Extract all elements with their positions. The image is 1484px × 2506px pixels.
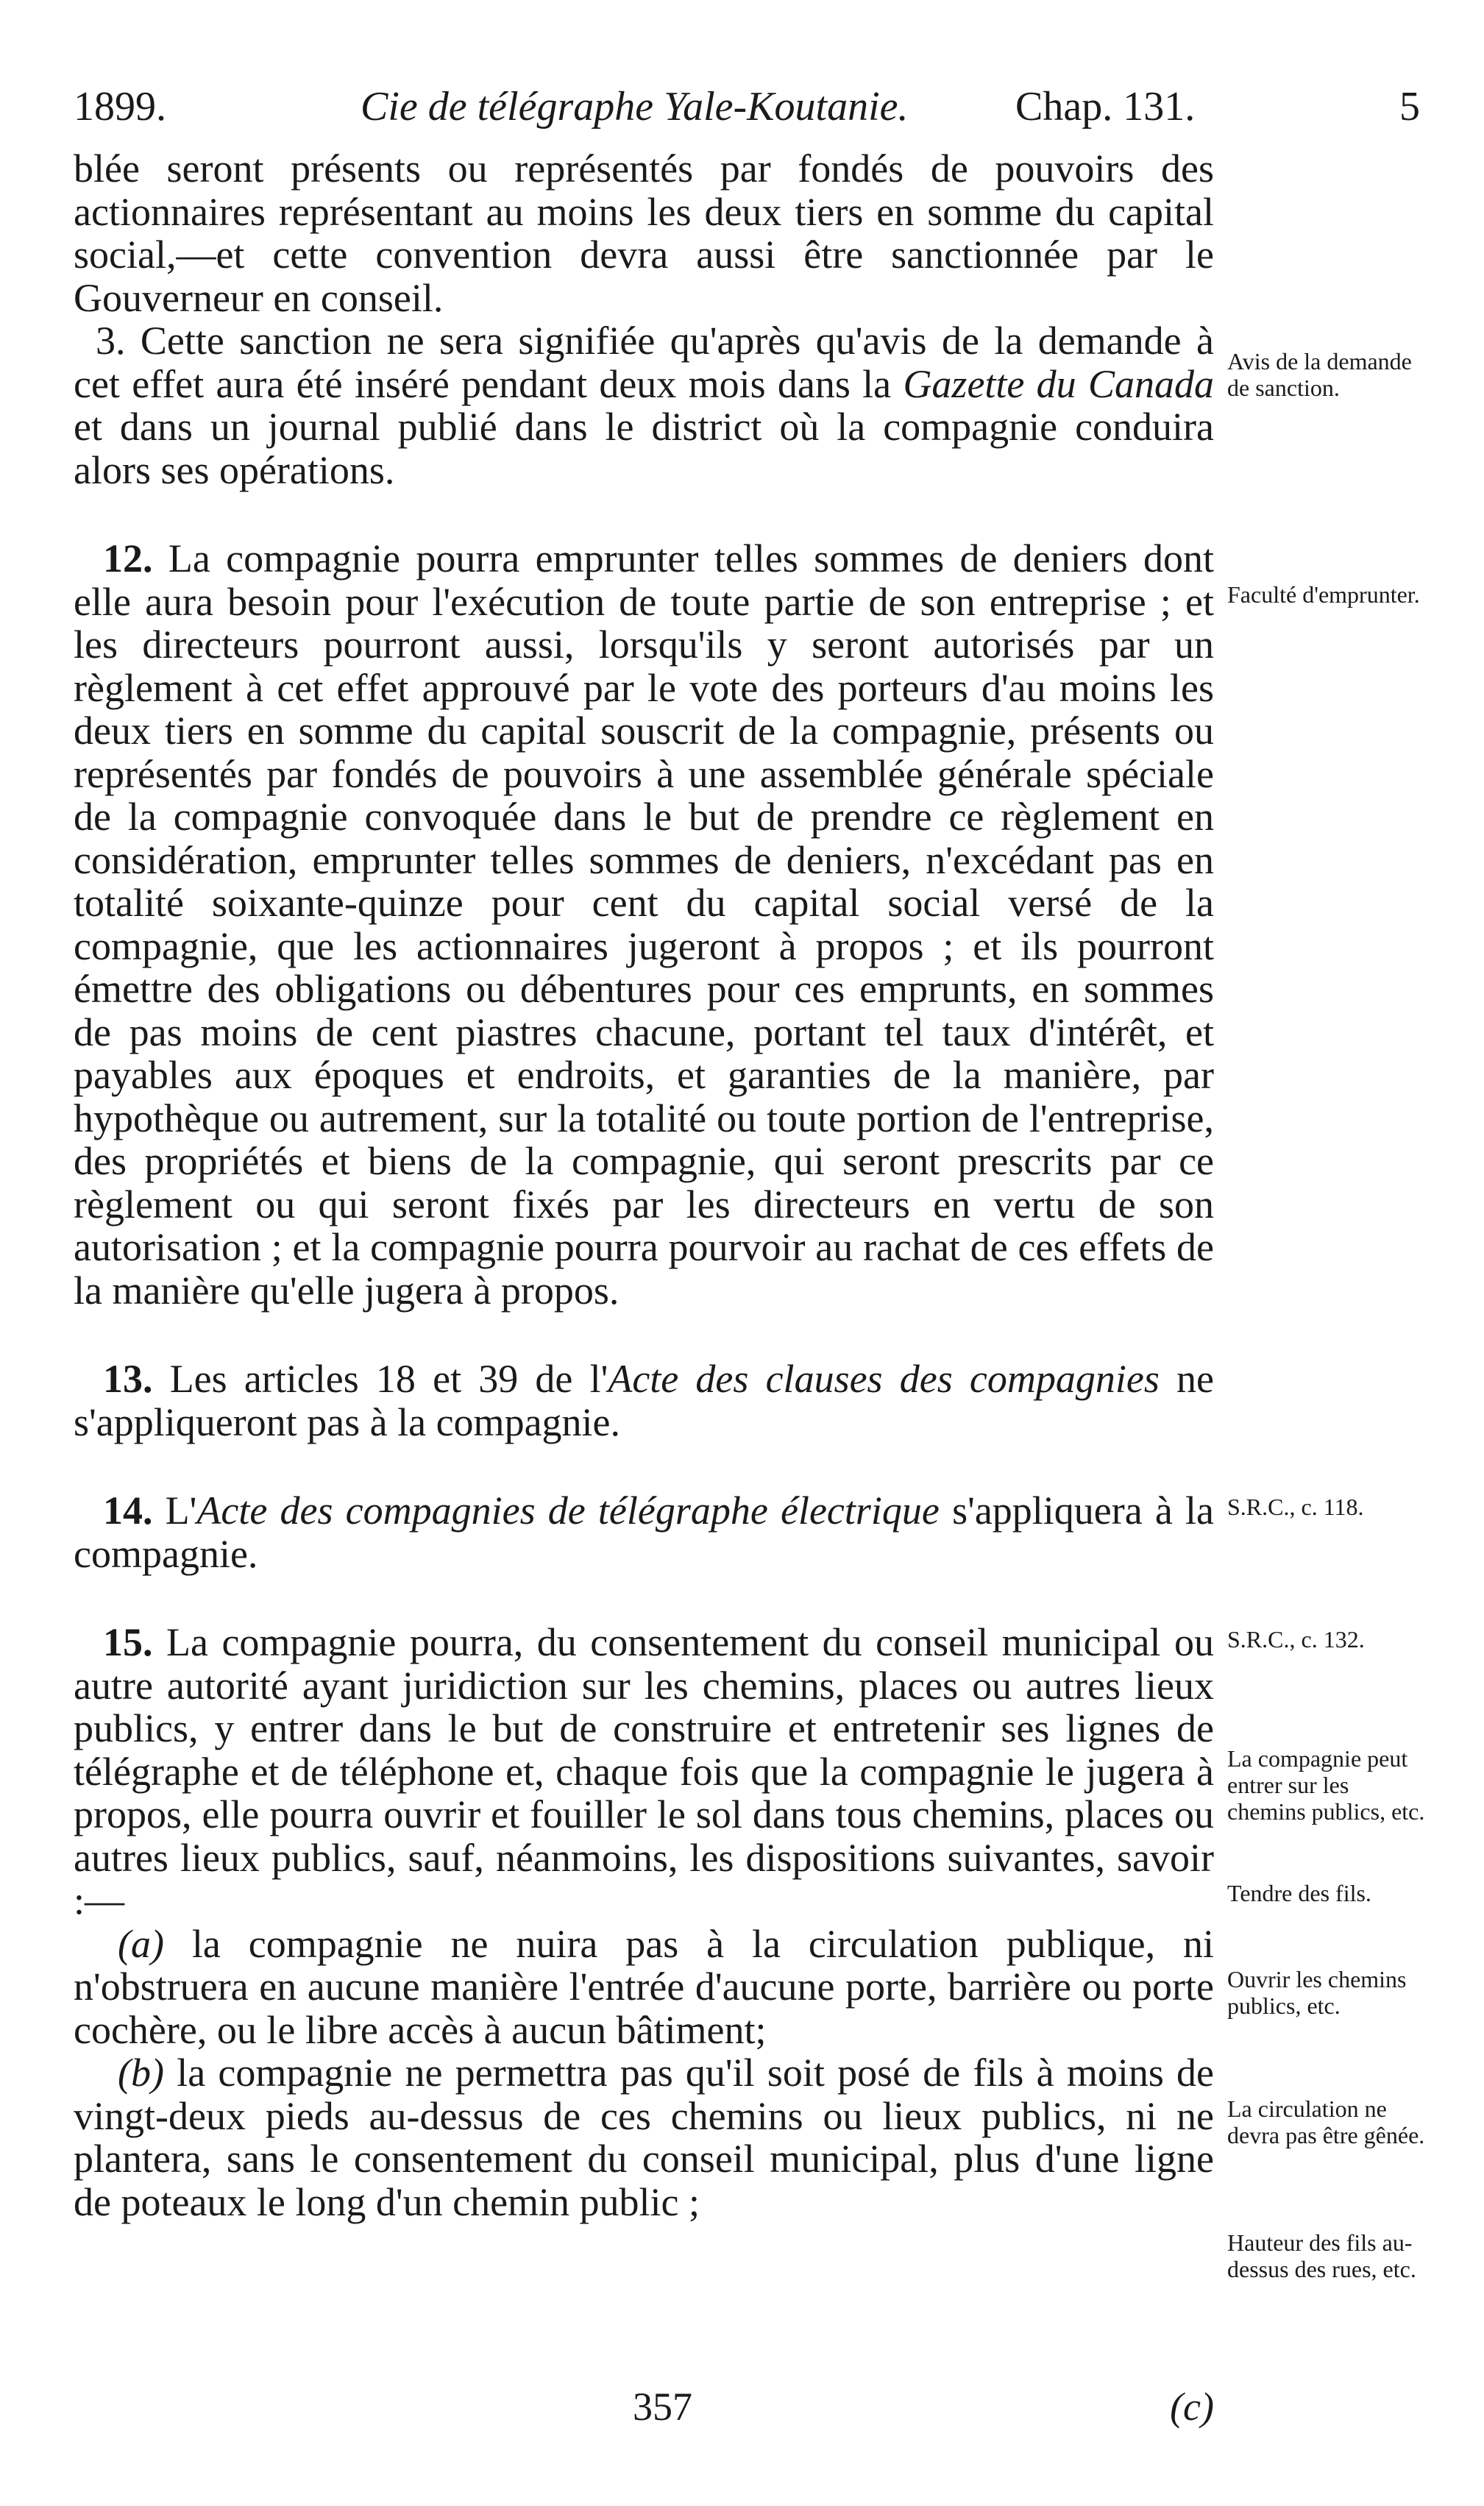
header-chapter: Chap. 131. [1015,84,1196,129]
section-15-text: La compagnie pourra, du consentement du conseil municipal ou autre autorité ayant juridiction sur les chemins, places ou autres lieux publics, y entrer dans le but de construire et entretenir ses lignes de télégraphe et de téléphone et, chaque fois que la compagnie le jugera à propos, elle pourra ouvrir et fouiller le sol dans tous chemins, places ou autres lieux publics, sauf, néanmoins, les dispositions suivantes, savoir :— [74,1620,1215,1923]
section-15 [74,1621,1214,1923]
note-avis: Avis de la demande de sanction. [1227,348,1412,401]
running-header [74,74,1420,140]
paragraph-3-text2: et dans un journal publié dans le district où la compagnie conduira alors ses opérations. [74,405,1214,492]
section-number: 15. [103,1620,153,1664]
section-14-text2: s'appliquera à la compagnie. [74,1488,1214,1576]
section-13-text: Les articles 18 et 39 de l' [169,1357,608,1401]
section-14-text: L' [165,1488,197,1533]
note-emprunter: Faculté d'emprunter. [1227,581,1420,608]
clause-b-text: la compagnie ne permettra pas qu'il soit posé de fils à moins de vingt-deux pieds au-dessus de ces chemins ou lieux publics, ni ne plantera, sans le consentement du conseil municipal, plus d'une ligne de poteaux le long d'un chemin public ; [74,2051,1215,2224]
section-13-text2: ne s'appliqueront pas à la compagnie. [74,1357,1215,1444]
header-page-number: 5 [1399,84,1420,129]
act-title: Acte des compagnies de télégraphe électrique [196,1488,940,1533]
section-13 [74,1357,1214,1444]
clause-b [74,2051,1214,2223]
page-footer [74,2382,1214,2431]
paragraph-3 [74,319,1214,491]
header-year: 1899. [74,84,166,129]
header-title: Cie de télégraphe Yale-Koutanie. [361,84,909,129]
paragraph-continued: blée seront présents ou représentés par fondés de pouvoirs des actionnaires représentant au moins les deux tiers en somme du capital social,—et cette convention devra aussi être sanctionnée par le Gouverneur en conseil. [74,146,1214,320]
main-text [74,147,1214,2223]
note-src-132: S.R.C., c. 132. [1227,1626,1365,1653]
paragraph-3-text: 3. Cette sanction ne sera signifiée qu'après qu'avis de la demande à cet effet aura été inséré pendant deux mois dans la [74,319,1214,406]
section-12-text: La compagnie pourra emprunter telles sommes de deniers dont elle aura besoin pour l'exécution de toute partie de son entreprise ; et les directeurs pourront aussi, lorsqu'ils y seront autorisés par un règlement à cet effet approuvé par le vote des porteurs d'au moins les deux tiers en somme du capital souscrit de la compagnie, présents ou représentés par fondés de pouvoirs à une assemblée générale spéciale de la compagnie convoquée dans le but de prendre ce règlement en considération, emprunter telles sommes de deniers, n'excédant pas en totalité soixante-quinze pour cent du capital social versé de la compagnie, que les actionnaires jugeront à propos ; et ils pourront émettre des obligations ou débentures pour ces emprunts, en sommes de pas moins de cent piastres chacune, portant tel taux d'intérêt, et payables aux époques et endroits, et garanties de la manière, par hypothèque ou autrement, sur la totalité ou toute portion de l'entreprise, des propriétés et biens de la compagnie, qui seront prescrits par ce règlement ou qui seront fixés par les directeurs en vertu de son autorisation ; et la compagnie pourra pourvoir au rachat de ces effets de la manière qu'elle jugera à propos. [74,536,1214,1313]
folio-number: 357 [633,2385,692,2429]
note-tendre: Tendre des fils. [1227,1880,1371,1906]
catchword: (c) [1170,2385,1214,2429]
section-14 [74,1489,1214,1575]
note-ouvrir: Ouvrir les chemins publics, etc. [1227,1966,1407,2019]
section-number: 14. [103,1488,153,1533]
note-hauteur: Hauteur des fils au-dessus des rues, etc. [1227,2229,1416,2282]
note-entrer: La compagnie peut entrer sur les chemins publics, etc. [1227,1745,1425,1825]
section-number: 13. [103,1357,153,1401]
clause-a-text: la compagnie ne nuira pas à la circulation publique, ni n'obstruera en aucune manière l'entrée d'aucune porte, barrière ou porte cochère, ou le libre accès à aucun bâtiment; [74,1921,1215,2052]
clause-a [74,1923,1214,2052]
act-title: Acte des clauses des compagnies [608,1357,1160,1401]
clause-label: (a) [118,1921,164,1966]
note-circulation: La circulation ne devra pas être gênée. [1227,2095,1425,2148]
gazette-title: Gazette du Canada [903,361,1214,406]
section-number: 12. [103,536,153,581]
section-12 [74,537,1214,1312]
note-src-118: S.R.C., c. 118. [1227,1494,1364,1520]
clause-label: (b) [118,2051,164,2095]
